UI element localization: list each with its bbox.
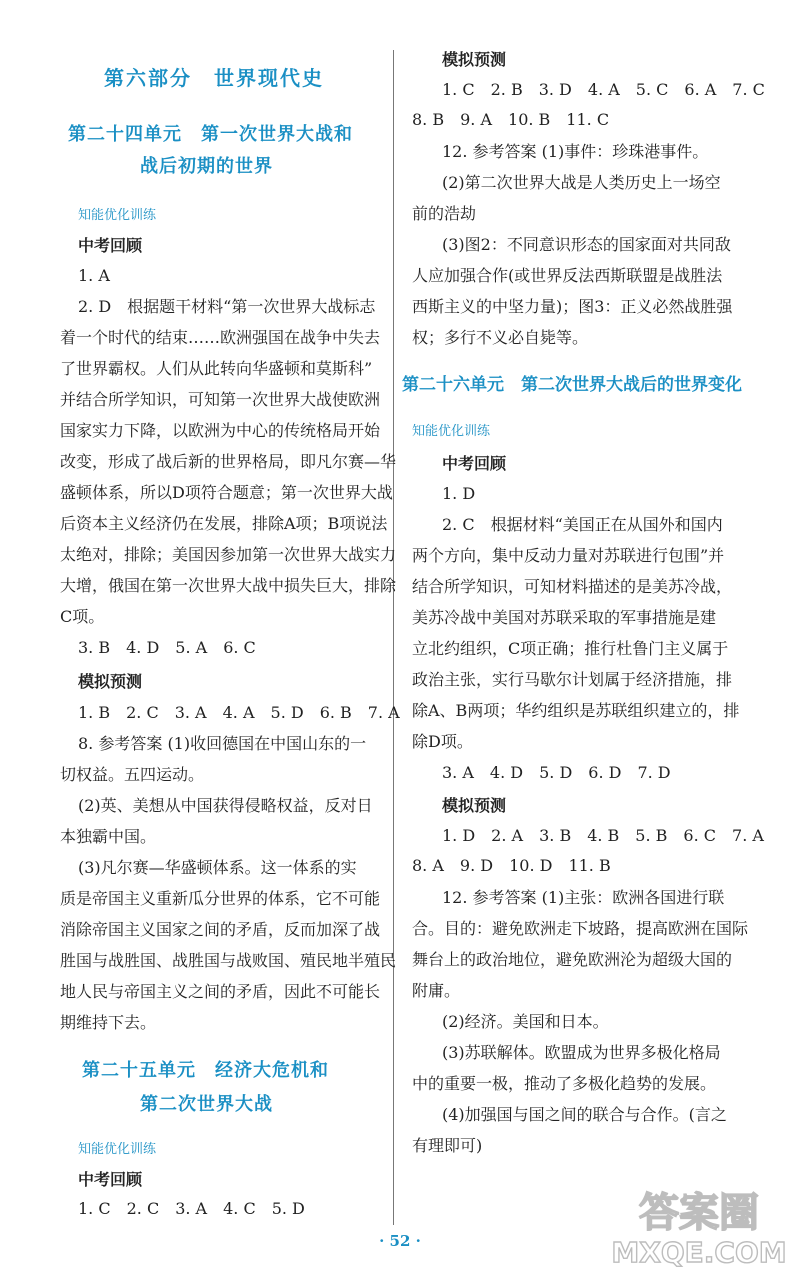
answer-line: 后资本主义经济仍在发展，排除A项；B项说法 — [60, 514, 388, 533]
answer-line: 除A、B两项；华约组织是苏联组织建立的，排 — [412, 701, 740, 720]
answer-line: 1. C 2. C 3. A 4. C 5. D — [78, 1199, 305, 1218]
answer-line: 3. B 4. D 5. A 6. C — [78, 638, 256, 657]
part-title: 第六部分 世界现代史 — [104, 66, 324, 90]
answer-line: C项。 — [60, 607, 105, 626]
answer-line: (4)加强国与国之间的联合与合作。(言之 — [442, 1105, 727, 1124]
answer-line: 除D项。 — [412, 732, 473, 751]
answer-line: 人应加强合作(或世界反法西斯联盟是战胜法 — [412, 266, 723, 285]
answer-line: 附庸。 — [412, 981, 461, 1000]
answer-line: 国家实力下降，以欧洲为中心的传统格局开始 — [60, 421, 381, 440]
answer-line: 期维持下去。 — [60, 1013, 157, 1032]
answer-line: 结合所学知识，可知材料描述的是美苏冷战， — [412, 577, 733, 596]
answer-line: 两个方向，集中反动力量对苏联进行包围”并 — [412, 546, 725, 565]
unit-26-title: 第二十六单元 第二次世界大战后的世界变化 — [402, 375, 742, 395]
answer-line: (2)经济。美国和日本。 — [442, 1012, 609, 1031]
answer-line: 切权益。五四运动。 — [60, 765, 205, 784]
answer-line: 并结合所学知识，可知第一次世界大战使欧洲 — [60, 390, 381, 409]
watermark-logo — [604, 1178, 794, 1270]
heading-zhongkao: 中考回顾 — [442, 454, 507, 473]
answer-line: 2. C 根据材料“美国正在从国外和国内 — [442, 515, 723, 534]
heading-zhongkao: 中考回顾 — [78, 1170, 143, 1189]
answer-line: 盛顿体系，所以D项符合题意；第一次世界大战 — [60, 483, 393, 502]
answer-line: 8. B 9. A 10. B 11. C — [412, 110, 610, 129]
column-divider — [393, 50, 394, 1225]
watermark-line2: MXQE.COM — [611, 1236, 787, 1269]
answer-line: 1. D — [442, 484, 476, 503]
heading-moni: 模拟预测 — [78, 672, 143, 691]
answer-line: 12. 参考答案 (1)主张：欧洲各国进行联 — [442, 888, 725, 907]
answer-line: 12. 参考答案 (1)事件：珍珠港事件。 — [442, 142, 709, 161]
answer-line: 了世界霸权。人们从此转向华盛顿和莫斯科” — [60, 359, 373, 378]
answer-line: 质是帝国主义重新瓜分世界的体系，它不可能 — [60, 889, 381, 908]
answer-line: 西斯主义的中坚力量)；图3：正义必然战胜强 — [412, 297, 733, 316]
answer-line: 1. C 2. B 3. D 4. A 5. C 6. A 7. C — [442, 80, 765, 99]
answer-line: (3)凡尔赛—华盛顿体系。这一体系的实 — [78, 858, 357, 877]
answer-line: 前的浩劫 — [412, 204, 477, 223]
answer-line: 立北约组织，C项正确；推行杜鲁门主义属于 — [412, 639, 729, 658]
section-tag: 知能优化训练 — [78, 208, 157, 223]
section-tag: 知能优化训练 — [78, 1142, 157, 1157]
answer-line: 胜国与战胜国、战胜国与战败国、殖民地半殖民 — [60, 951, 397, 970]
heading-moni: 模拟预测 — [442, 796, 507, 815]
unit-25-title-line1: 第二十五单元 经济大危机和 — [82, 1060, 329, 1081]
answer-line: (3)苏联解体。欧盟成为世界多极化格局 — [442, 1043, 721, 1062]
answer-line: 有理即可) — [412, 1136, 483, 1155]
answer-line: 1. D 2. A 3. B 4. B 5. B 6. C 7. A — [442, 826, 764, 845]
answer-line: 8. 参考答案 (1)收回德国在中国山东的一 — [78, 734, 367, 753]
answer-line: 1. A — [78, 266, 110, 285]
page-number: · 52 · — [379, 1232, 421, 1250]
heading-moni: 模拟预测 — [442, 50, 507, 69]
heading-zhongkao: 中考回顾 — [78, 236, 143, 255]
answer-line: (2)第二次世界大战是人类历史上一场空 — [442, 173, 721, 192]
answer-line: 1. B 2. C 3. A 4. A 5. D 6. B 7. A — [78, 703, 400, 722]
answer-line: 大增，俄国在第一次世界大战中损失巨大，排除 — [60, 576, 397, 595]
answer-line: 本独霸中国。 — [60, 827, 157, 846]
answer-line: 政治主张，实行马歇尔计划属于经济措施，排 — [412, 670, 733, 689]
answer-line: 舞台上的政治地位，避免欧洲沦为超级大国的 — [412, 950, 733, 969]
answer-line: 太绝对，排除；美国因参加第一次世界大战实力 — [60, 545, 397, 564]
unit-24-title-line1: 第二十四单元 第一次世界大战和 — [68, 124, 353, 145]
answer-line: 改变，形成了战后新的世界格局，即凡尔赛—华 — [60, 452, 397, 471]
watermark-line1: 答案圈 — [639, 1190, 759, 1236]
answer-line: 8. A 9. D 10. D 11. B — [412, 856, 611, 875]
answer-line: 消除帝国主义国家之间的矛盾，反而加深了战 — [60, 920, 381, 939]
answer-line: 3. A 4. D 5. D 6. D 7. D — [442, 763, 671, 782]
answer-line: 合。目的：避免欧洲走下坡路，提高欧洲在国际 — [412, 919, 749, 938]
unit-25-title-line2: 第二次世界大战 — [140, 1094, 273, 1115]
unit-24-title-line2: 战后初期的世界 — [140, 156, 273, 177]
answer-line: (2)英、美想从中国获得侵略权益，反对日 — [78, 796, 373, 815]
answer-line: 地人民与帝国主义之间的矛盾，因此不可能长 — [60, 982, 381, 1001]
answer-line: 权；多行不义必自毙等。 — [412, 328, 589, 347]
answer-line: 美苏冷战中美国对苏联采取的军事措施是建 — [412, 608, 717, 627]
answer-line: (3)图2：不同意识形态的国家面对共同敌 — [442, 235, 731, 254]
section-tag: 知能优化训练 — [412, 424, 491, 439]
answer-line: 中的重要一极，推动了多极化趋势的发展。 — [412, 1074, 717, 1093]
answer-line: 2. D 根据题干材料“第一次世界大战标志 — [78, 297, 376, 316]
answer-line: 着一个时代的结束……欧洲强国在战争中失去 — [60, 328, 381, 347]
